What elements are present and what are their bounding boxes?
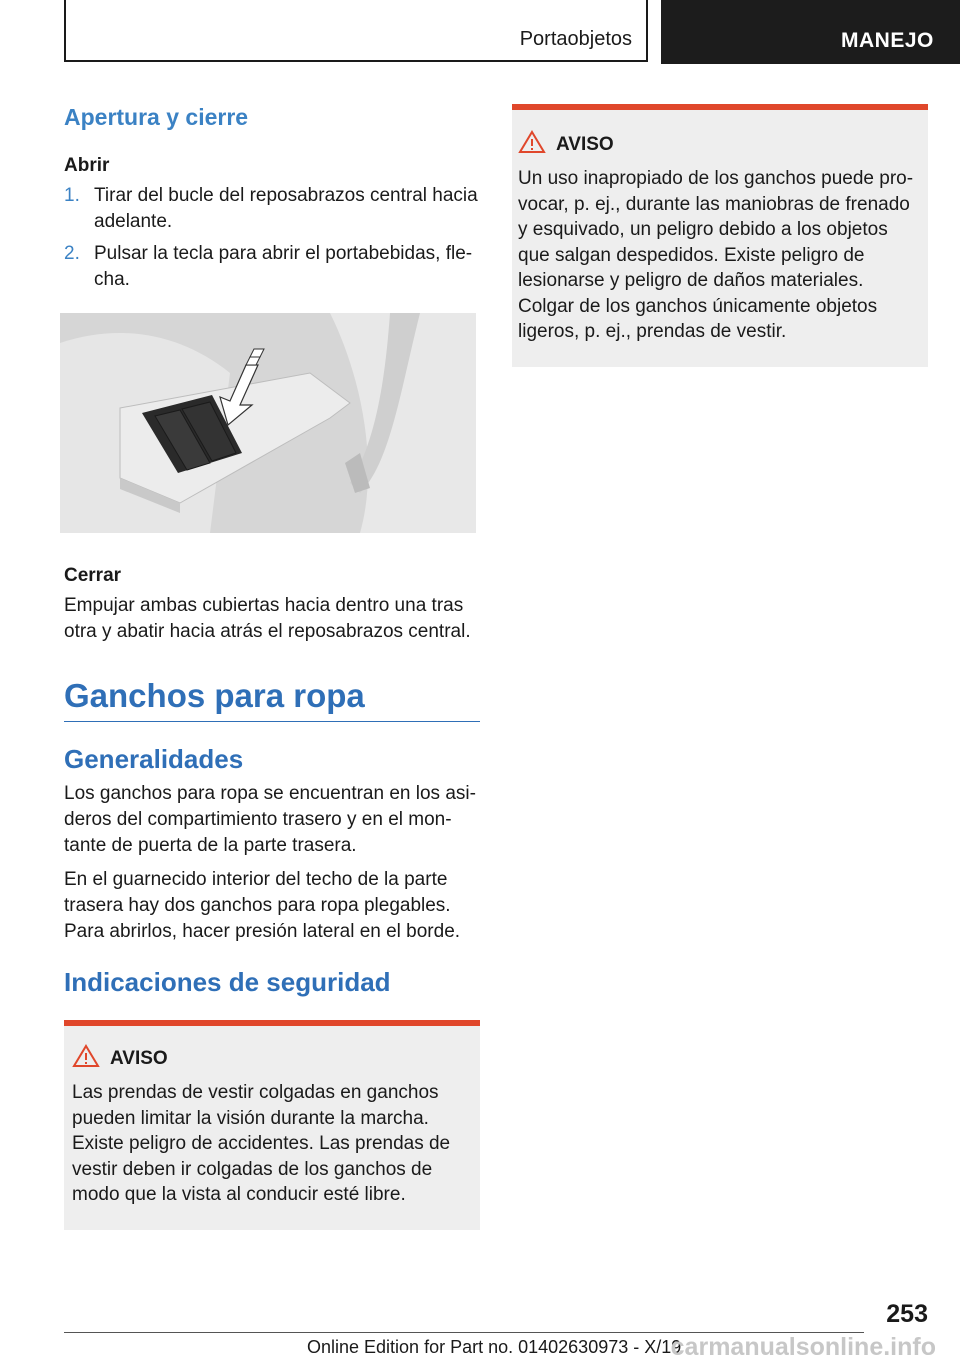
armrest-illustration	[60, 313, 476, 533]
section-title: Portaobjetos	[519, 28, 632, 50]
abrir-label: Abrir	[64, 155, 110, 176]
generalidades-paragraph-2: En el guarnecido interior del techo de la parte trasera hay dos ganchos para ropa plegables. Para abrirlos, hacer presión lateral en el borde.	[64, 869, 461, 942]
seguridad-heading: Indicaciones de seguridad	[64, 967, 391, 997]
cerrar-label: Cerrar	[64, 565, 122, 586]
apertura-heading: Apertura y cierre	[64, 104, 249, 130]
warning-text: Las prendas de vestir colgadas en ganchos pueden limitar la visión durante la marcha. Existe peligro de accidentes. Las prendas de vestir deben ir colgadas de los ganchos de modo que la vista al conducir esté libre.	[72, 1082, 451, 1205]
watermark: carmanualsonline.info	[670, 1333, 936, 1361]
page-number: 253	[886, 1300, 928, 1328]
warning-text: Un uso inapropiado de los ganchos puede provocar, p. ej., durante las maniobras de frenado y esquivado, un peligro debido a los objetos que salgan despedidos. Existe peligro de lesionarse y peligro de daños materiales. Colgar de los ganchos únicamente objetos ligeros, p. ej., prendas de vestir.	[518, 168, 914, 342]
warning-label: AVISO	[110, 1048, 168, 1069]
ganchos-heading: Ganchos para ropa	[64, 677, 480, 722]
left-column	[64, 100, 480, 1230]
step-text: Tirar del bucle del reposabrazos central hacia adelante.	[94, 185, 478, 232]
cerrar-text: Empujar ambas cubiertas hacia dentro una tras otra y abatir hacia atrás el reposabrazos central.	[64, 595, 471, 642]
right-column	[512, 104, 928, 367]
warning-triangle-icon	[518, 130, 546, 160]
abrir-steps	[64, 183, 480, 293]
warning-header	[72, 1044, 470, 1074]
step-item	[64, 241, 480, 293]
warning-box-left	[64, 1020, 480, 1230]
warning-box-right	[512, 104, 928, 367]
edition-note: Online Edition for Part no. 01402630973 - X/19	[307, 1337, 682, 1357]
generalidades-paragraph-1: Los ganchos para ropa se encuentran en los asideros del compartimiento trasero y en el montante de puerta de la parte trasera.	[64, 783, 476, 856]
step-text: Pulsar la tecla para abrir el portabebidas, flecha.	[94, 243, 473, 290]
warning-header	[518, 130, 920, 160]
step-number: 2.	[64, 243, 80, 264]
generalidades-heading: Generalidades	[64, 744, 244, 774]
step-number: 1.	[64, 185, 80, 206]
warning-label: AVISO	[556, 134, 614, 155]
warning-triangle-icon	[72, 1044, 100, 1074]
armrest-photo	[60, 313, 476, 533]
chapter-tab[interactable]: MANEJO	[661, 0, 960, 64]
step-item	[64, 183, 480, 235]
header-frame	[64, 0, 648, 62]
